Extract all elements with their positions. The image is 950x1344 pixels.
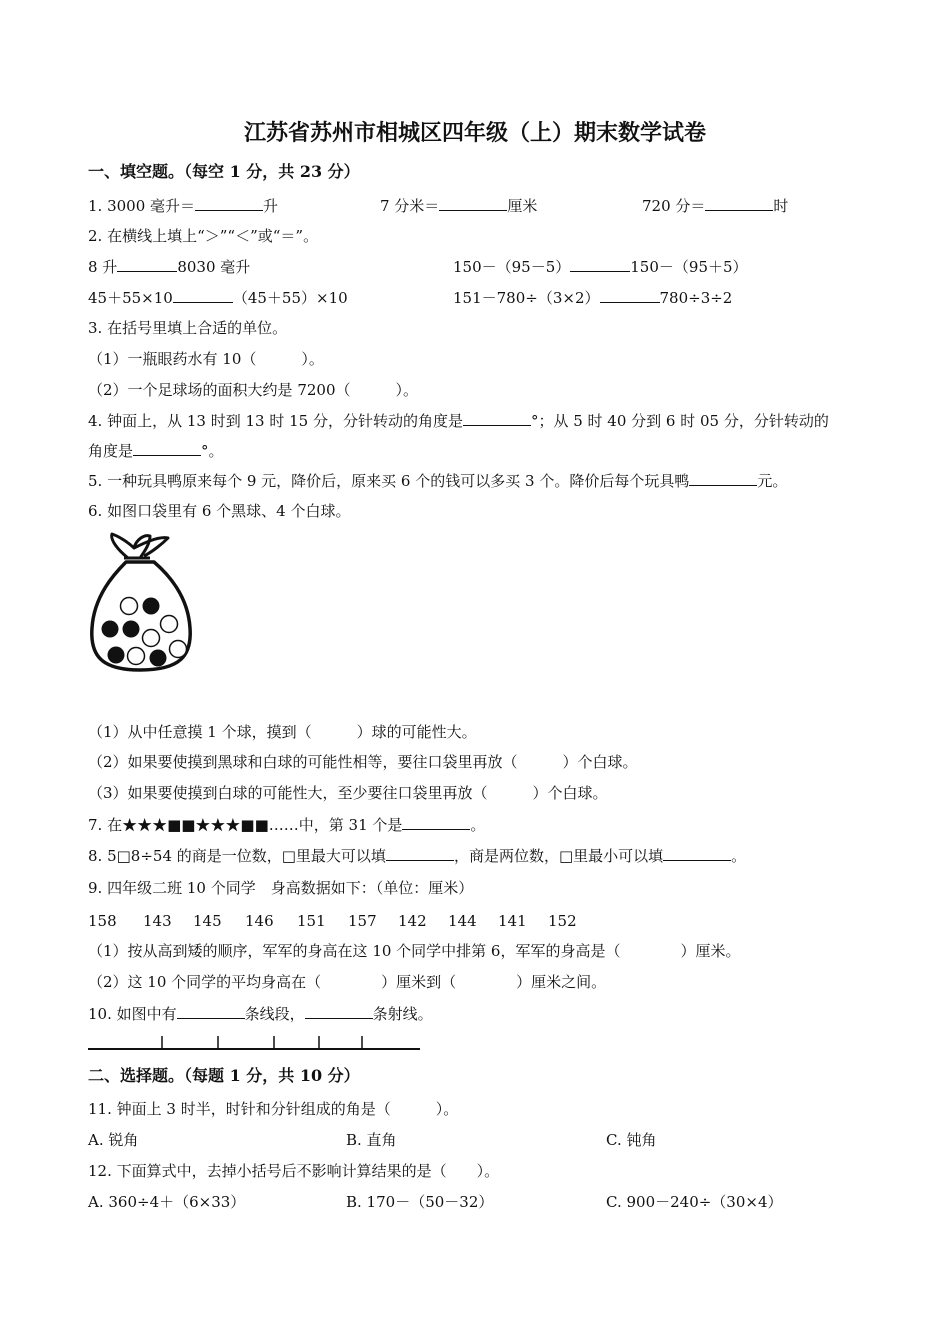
blank[interactable] [305, 1003, 373, 1019]
q7-end: 。 [470, 816, 486, 834]
height-value: 151 [297, 912, 326, 930]
blank[interactable] [600, 287, 660, 303]
q10-text-b: 条线段， [244, 1005, 305, 1023]
blank[interactable] [570, 256, 630, 272]
height-data-row [88, 911, 577, 931]
q1a-unit: 升 [263, 197, 279, 215]
q4-text-c: 角度是 [88, 442, 134, 460]
blank[interactable] [689, 470, 757, 486]
q11-option-a[interactable]: A. 锐角 [88, 1131, 139, 1149]
q8-text-a: 8. 5□8÷54 的商是一位数，□里最大可以填 [88, 847, 386, 865]
q11-option-c[interactable]: C. 钝角 [606, 1131, 657, 1149]
q1c-text: 720 分＝ [642, 197, 706, 215]
question-4-line2 [88, 440, 224, 461]
question-4-line1 [88, 410, 829, 431]
q12-option-a[interactable]: A. 360÷4＋（6×33） [88, 1193, 246, 1211]
q2-r2b-left: 151－780÷（3×2） [453, 289, 600, 307]
question-2-stem: 2. 在横线上填上“＞”“＜”或“＝”。 [88, 227, 319, 245]
q5-unit: 元。 [757, 472, 788, 490]
blank[interactable] [177, 1003, 245, 1019]
question-5 [88, 470, 787, 491]
question-7 [88, 814, 485, 835]
q11-option-b[interactable]: B. 直角 [346, 1131, 397, 1149]
q2-r1b-left: 150－（95－5） [453, 258, 571, 276]
section-fill-heading: 一、填空题。（每空 1 分，共 23 分） [88, 162, 360, 181]
q2-r1a-right: 8030 毫升 [177, 258, 251, 276]
page-title: 江苏省苏州市相城区四年级（上）期末数学试卷 [243, 120, 706, 146]
question-6-stem: 6. 如图口袋里有 6 个黑球、4 个白球。 [88, 502, 351, 520]
question-2-r2a [88, 287, 348, 308]
line-segment-figure [88, 1036, 420, 1052]
q4-text-a: 4. 钟面上，从 13 时到 13 时 15 分，分针转动的角度是 [88, 412, 463, 430]
question-6-sub1: （1）从中任意摸 1 个球，摸到（ ）球的可能性大。 [88, 723, 477, 741]
q1b-text: 7 分米＝ [380, 197, 440, 215]
height-value: 144 [448, 912, 477, 930]
question-12-stem: 12. 下面算式中，去掉小括号后不影响计算结果的是（ ）。 [88, 1162, 500, 1180]
question-9-sub2: （2）这 10 个同学的平均身高在（ ）厘米到（ ）厘米之间。 [88, 973, 607, 991]
blank[interactable] [705, 195, 773, 211]
question-10 [88, 1003, 433, 1024]
q2-r2a-right: （45＋55）×10 [232, 289, 348, 307]
q2-r1b-right: 150－（95＋5） [630, 258, 748, 276]
q1a-text: 1. 3000 毫升＝ [88, 197, 196, 215]
question-1a [88, 195, 278, 216]
question-2-r2b [453, 287, 732, 308]
q5-text: 5. 一种玩具鸭原来每个 9 元，降价后，原来买 6 个的钱可以多买 3 个。降价后每个玩具鸭 [88, 472, 690, 490]
height-value: 157 [348, 912, 377, 930]
height-value: 142 [398, 912, 427, 930]
question-2-r1a [88, 256, 250, 277]
blank[interactable] [386, 845, 454, 861]
blank[interactable] [463, 410, 531, 426]
question-11-stem: 11. 钟面上 3 时半，时针和分针组成的角是（ ）。 [88, 1100, 459, 1118]
height-value: 146 [245, 912, 274, 930]
question-9-stem: 9. 四年级二班 10 个同学 身高数据如下：（单位：厘米） [88, 879, 474, 897]
blank[interactable] [402, 814, 470, 830]
q1c-unit: 时 [773, 197, 789, 215]
blank[interactable] [117, 256, 177, 272]
blank[interactable] [195, 195, 263, 211]
q4-text-d: °。 [201, 442, 224, 460]
q12-option-c[interactable]: C. 900－240÷（30×4） [606, 1193, 783, 1211]
question-8 [88, 845, 746, 866]
q1b-unit: 厘米 [507, 197, 538, 215]
q2-r2b-right: 780÷3÷2 [659, 289, 733, 307]
height-value: 145 [193, 912, 222, 930]
q2-r1a-left: 8 升 [88, 258, 118, 276]
question-9-sub1: （1）按从高到矮的顺序，军军的身高在这 10 个同学中排第 6，军军的身高是（ ）厘米。 [88, 942, 741, 960]
height-value: 152 [548, 912, 577, 930]
blank[interactable] [663, 845, 731, 861]
height-value: 158 [88, 912, 117, 930]
blank[interactable] [173, 287, 233, 303]
blank[interactable] [439, 195, 507, 211]
q4-text-b: °；从 5 时 40 分到 6 时 05 分，分针转动的 [530, 412, 829, 430]
section-choice-heading: 二、选择题。（每题 1 分，共 10 分） [88, 1066, 360, 1085]
question-6-sub3: （3）如果要使摸到白球的可能性大，至少要往口袋里再放（ ）个白球。 [88, 784, 608, 802]
height-value: 143 [143, 912, 172, 930]
question-1b [380, 195, 537, 216]
q8-end: 。 [731, 847, 747, 865]
q12-option-b[interactable]: B. 170－（50－32） [346, 1193, 494, 1211]
q8-text-b: ，商是两位数，□里最小可以填 [453, 847, 664, 865]
blank[interactable] [133, 440, 201, 456]
q7-text: 7. 在★★★■■★★★■■……中，第 31 个是 [88, 816, 403, 834]
question-3-stem: 3. 在括号里填上合适的单位。 [88, 319, 288, 337]
question-3-sub2: （2）一个足球场的面积大约是 7200（ ）。 [88, 381, 418, 399]
q2-r2a-left: 45＋55×10 [88, 289, 173, 307]
q10-text-a: 10. 如图中有 [88, 1005, 177, 1023]
q10-text-c: 条射线。 [372, 1005, 433, 1023]
height-value: 141 [498, 912, 527, 930]
question-3-sub1: （1）一瓶眼药水有 10（ ）。 [88, 350, 324, 368]
ball-bag-figure [88, 528, 194, 676]
question-2-r1b [453, 256, 748, 277]
question-6-sub2: （2）如果要使摸到黑球和白球的可能性相等，要往口袋里再放（ ）个白球。 [88, 753, 638, 771]
question-1c [642, 195, 788, 216]
